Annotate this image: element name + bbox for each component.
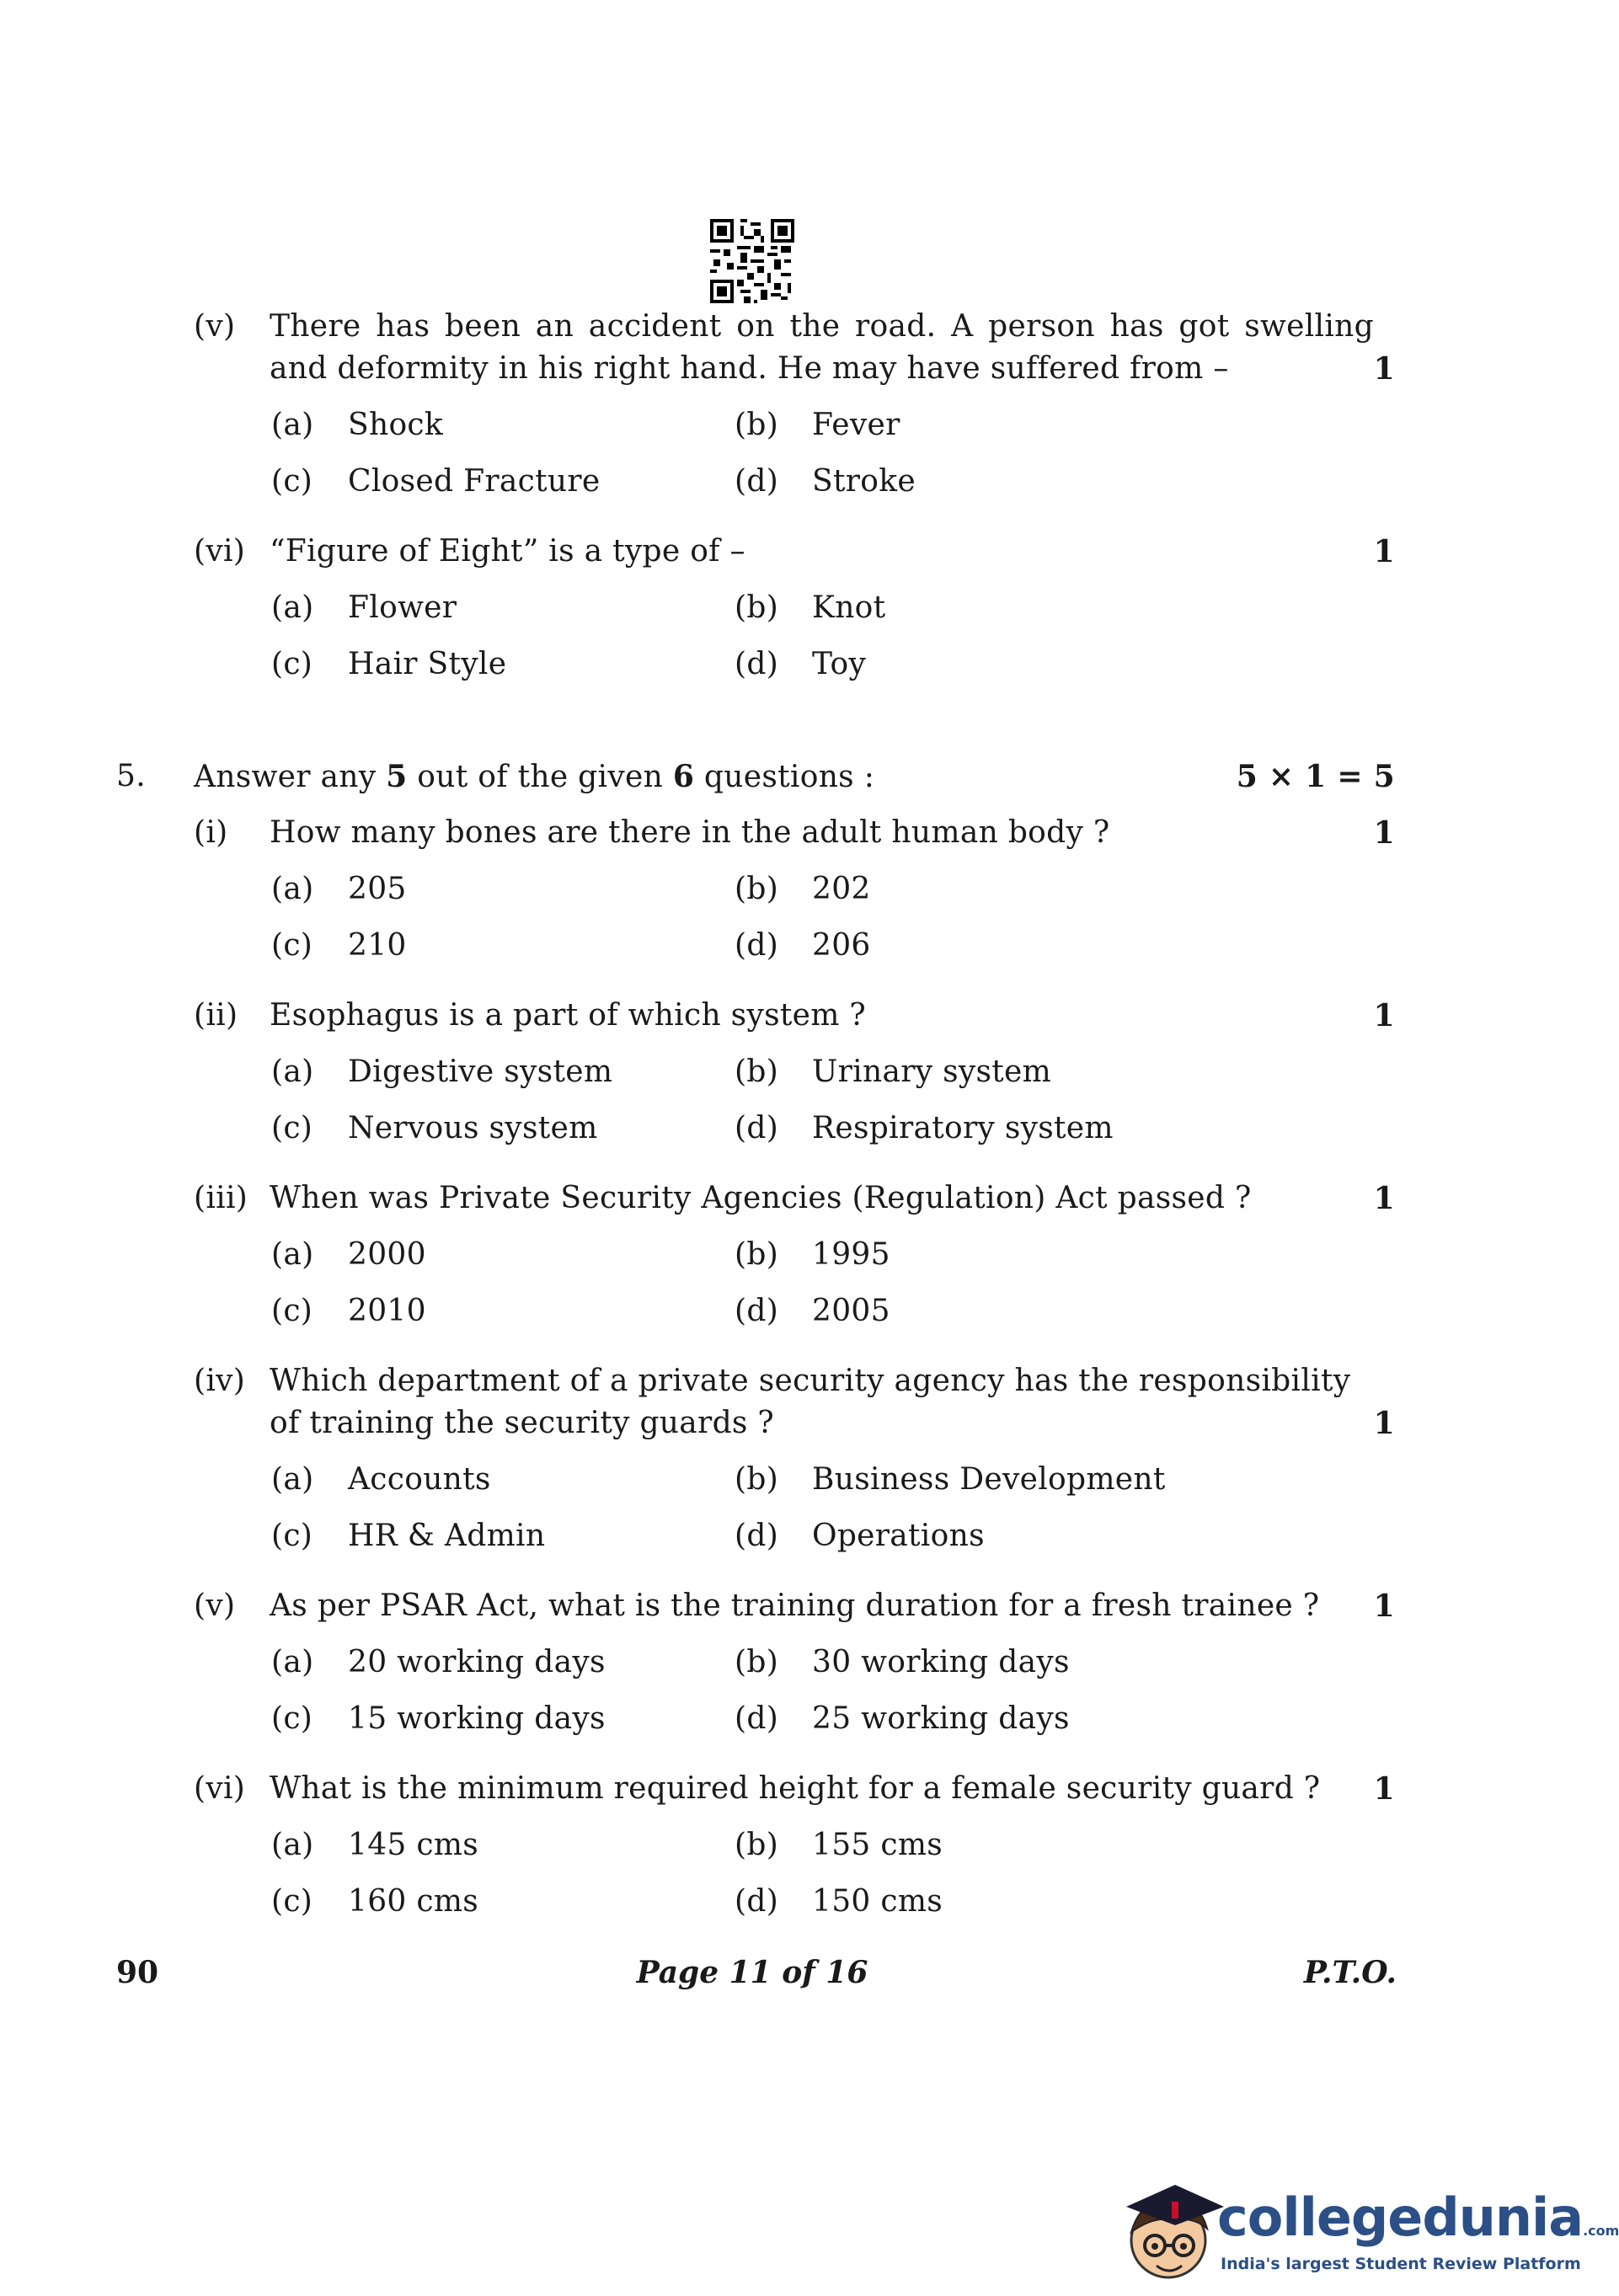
marks: 1 [1373, 534, 1395, 569]
option-label: (c) [271, 928, 313, 963]
question-5iv-line2 [0, 1405, 1504, 1447]
question-4vi [0, 533, 1504, 575]
question-text-line1: There has been an accident on the road. A person has got swelling [270, 309, 1374, 344]
option-label: (b) [735, 1237, 779, 1272]
option-label: (d) [735, 1111, 779, 1145]
question-number: 5. [116, 759, 146, 793]
question-5vi [0, 1770, 1504, 1813]
marks: 1 [1373, 998, 1395, 1033]
options-row [0, 1701, 1504, 1743]
option-label: (c) [271, 464, 313, 499]
pto-label: P.T.O. [1303, 1955, 1397, 1990]
question-5-instructions: Answer any 5 out of the given 6 questions : [194, 759, 875, 794]
option-label: (a) [271, 590, 314, 625]
option-label: (a) [271, 1828, 314, 1862]
question-text-line1: Esophagus is a part of which system ? [270, 998, 867, 1033]
option-text: Accounts [348, 1462, 491, 1497]
option-text: 150 cms [812, 1884, 943, 1919]
option-label: (d) [735, 1294, 779, 1328]
options-row [0, 1461, 1504, 1503]
option-text: Operations [812, 1519, 985, 1553]
question-text-line1: When was Private Security Agencies (Regulation) Act passed ? [270, 1181, 1252, 1215]
option-label: (b) [735, 1828, 779, 1862]
option-label: (c) [271, 1519, 313, 1553]
brand-name: collegedunia.com [1217, 2187, 1619, 2248]
qr-code [710, 219, 794, 303]
marks: 1 [1373, 1771, 1395, 1807]
question-text-line1: What is the minimum required height for a female security guard ? [270, 1771, 1321, 1806]
option-label: (b) [735, 1645, 779, 1679]
option-text: Urinary system [812, 1055, 1052, 1089]
question-5iii [0, 1180, 1504, 1222]
question-number: (vi) [194, 1771, 246, 1806]
question-text-line2: and deformity in his right hand. He may have suffered from – [270, 351, 1229, 386]
question-5ii [0, 997, 1504, 1039]
question-5iv [0, 1363, 1504, 1405]
option-text: 15 working days [348, 1701, 606, 1736]
paper-code: 90 [116, 1955, 159, 1990]
question-text-line1: “Figure of Eight” is a type of – [270, 534, 745, 569]
options-row [0, 463, 1504, 505]
marks: 1 [1373, 1181, 1395, 1216]
collegedunia-watermark [1116, 2173, 1619, 2296]
question-text-line2: of training the security guards ? [270, 1406, 775, 1440]
option-text: HR & Admin [348, 1519, 546, 1553]
option-label: (a) [271, 1462, 314, 1497]
mascot-icon [1116, 2173, 1226, 2296]
question-number: (ii) [194, 998, 238, 1033]
option-text: 160 cms [348, 1884, 479, 1919]
option-text: 205 [348, 872, 407, 906]
option-label: (c) [271, 1294, 313, 1328]
question-text-line1: As per PSAR Act, what is the training duration for a fresh trainee ? [270, 1589, 1320, 1623]
option-text: Fever [812, 408, 900, 442]
marks: 1 [1373, 1406, 1395, 1441]
option-label: (b) [735, 1462, 779, 1497]
option-label: (c) [271, 1111, 313, 1145]
option-text: 20 working days [348, 1645, 606, 1679]
options-row [0, 927, 1504, 969]
options-row [0, 1883, 1504, 1925]
question-number: (i) [194, 815, 228, 850]
option-text: Nervous system [348, 1111, 598, 1145]
option-label: (d) [735, 928, 779, 963]
options-row [0, 407, 1504, 449]
option-text: 25 working days [812, 1701, 1070, 1736]
question-5-heading [0, 758, 1504, 800]
option-text: Hair Style [348, 647, 507, 681]
option-label: (a) [271, 408, 314, 442]
question-4v-line2 [0, 350, 1504, 392]
option-text: Closed Fracture [348, 464, 601, 499]
option-label: (b) [735, 590, 779, 625]
question-4v [0, 308, 1504, 350]
question-5i [0, 814, 1504, 857]
marks: 1 [1373, 815, 1395, 851]
option-text: Stroke [812, 464, 916, 499]
question-number: (iii) [194, 1181, 248, 1215]
question-text-line1: How many bones are there in the adult human body ? [270, 815, 1110, 850]
option-text: 202 [812, 872, 871, 906]
option-label: (a) [271, 872, 314, 906]
options-row [0, 1644, 1504, 1686]
page-number: Page 11 of 16 [636, 1955, 868, 1990]
options-row [0, 1518, 1504, 1560]
marks: 1 [1373, 1589, 1395, 1624]
options-row [0, 1236, 1504, 1279]
options-row [0, 1827, 1504, 1869]
option-text: Flower [348, 590, 457, 625]
option-text: 155 cms [812, 1828, 943, 1862]
option-label: (b) [735, 872, 779, 906]
option-text: 2000 [348, 1237, 426, 1272]
option-label: (c) [271, 1701, 313, 1736]
option-text: Digestive system [348, 1055, 613, 1089]
option-text: 145 cms [348, 1828, 479, 1862]
option-label: (c) [271, 647, 313, 681]
option-text: 30 working days [812, 1645, 1070, 1679]
option-text: Knot [812, 590, 886, 625]
options-row [0, 1293, 1504, 1335]
question-number: (vi) [194, 534, 246, 569]
option-label: (b) [735, 408, 779, 442]
option-text: 2010 [348, 1294, 426, 1328]
option-label: (d) [735, 1519, 779, 1553]
brand-tagline: India's largest Student Review Platform [1221, 2255, 1581, 2273]
options-row [0, 1054, 1504, 1096]
question-text-line1: Which department of a private security agency has the responsibility [270, 1364, 1351, 1398]
options-row [0, 1110, 1504, 1152]
option-text: 206 [812, 928, 871, 963]
section-marks: 5 × 1 = 5 [1236, 759, 1395, 794]
option-label: (b) [735, 1055, 779, 1089]
question-5v [0, 1588, 1504, 1630]
option-label: (a) [271, 1237, 314, 1272]
option-label: (d) [735, 647, 779, 681]
option-label: (d) [735, 1884, 779, 1919]
option-text: Shock [348, 408, 443, 442]
options-row [0, 646, 1504, 688]
option-label: (d) [735, 1701, 779, 1736]
option-text: Toy [812, 647, 867, 681]
options-row [0, 590, 1504, 632]
option-label: (a) [271, 1055, 314, 1089]
option-text: Business Development [812, 1462, 1166, 1497]
marks: 1 [1373, 351, 1395, 387]
question-number: (v) [194, 1589, 236, 1623]
question-number: (iv) [194, 1364, 246, 1398]
option-text: 2005 [812, 1294, 890, 1328]
question-number: (v) [194, 309, 236, 344]
option-text: 1995 [812, 1237, 890, 1272]
option-label: (a) [271, 1645, 314, 1679]
option-label: (d) [735, 464, 779, 499]
option-text: Respiratory system [812, 1111, 1114, 1145]
option-text: 210 [348, 928, 407, 963]
options-row [0, 871, 1504, 913]
option-label: (c) [271, 1884, 313, 1919]
